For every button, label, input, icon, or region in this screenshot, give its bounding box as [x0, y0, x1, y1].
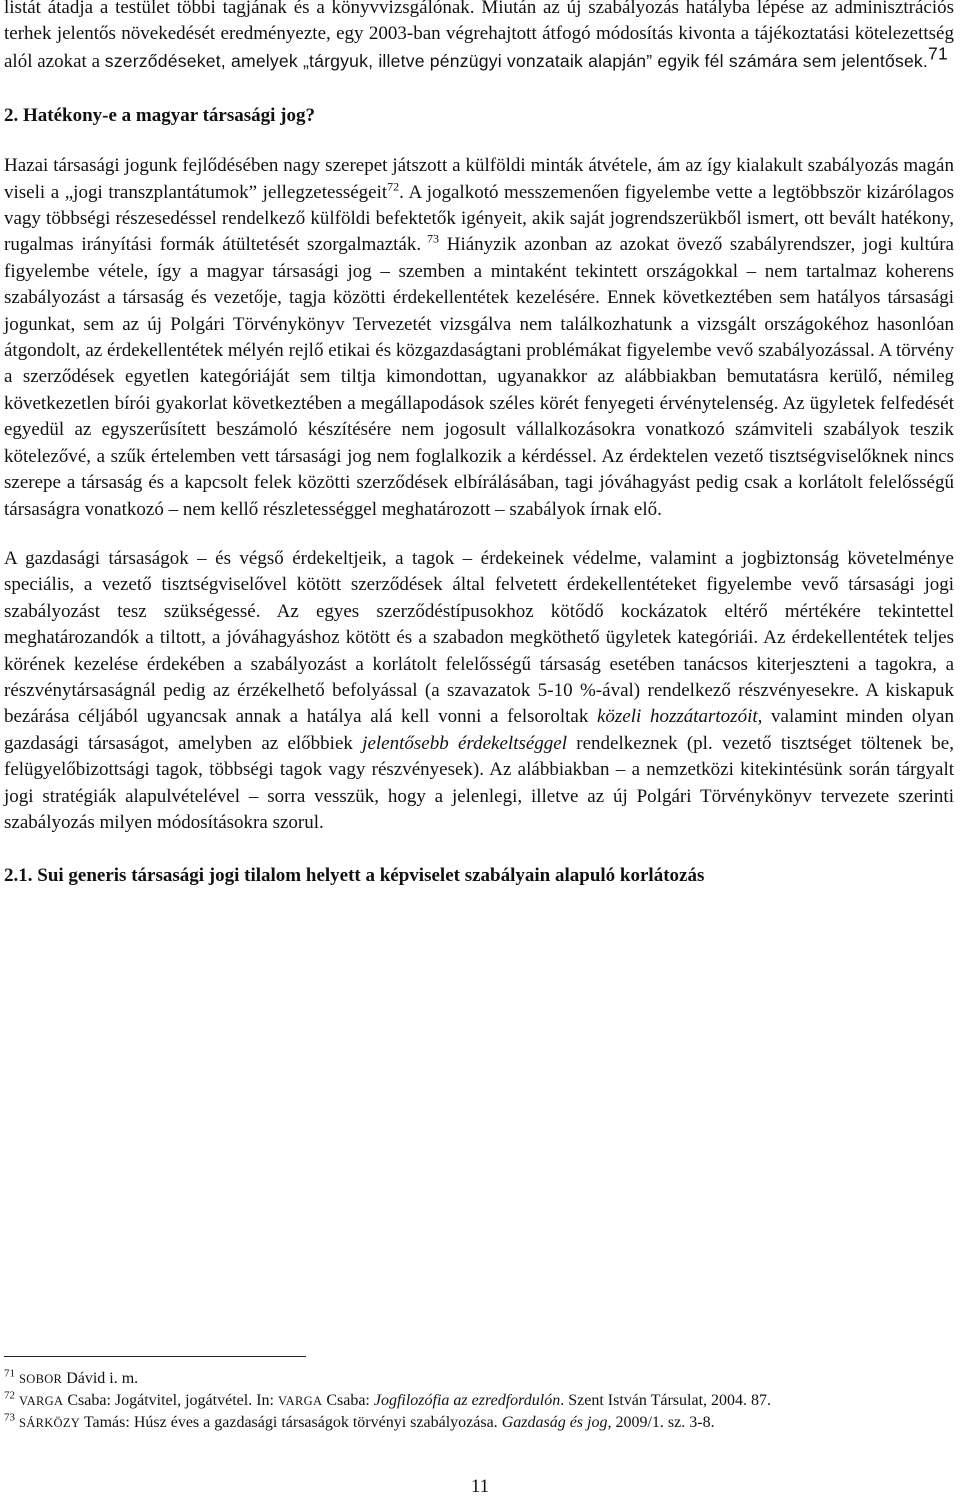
author-name: SOBOR: [19, 1372, 63, 1386]
footnote-text: 2009/1. sz. 3-8.: [611, 1414, 715, 1431]
emphasis-text: jelentősebb érdekeltséggel: [362, 732, 568, 754]
footnote-text: Tamás: Húsz éves a gazdasági társaságok törvényi szabályozása.: [80, 1414, 502, 1431]
document-page: [4, 0, 954, 889]
footnote-72: [4, 1390, 944, 1412]
paragraph-text: . A jogalkotó messzemenően figyelembe vette a legtöbbször kizárólagos vagy többségi részesedéssel rendelkező külföldi befektetők igényeit, akik saját jogrendszerükből ismert, ott bevált hatékony, rugalmas irányítási formák átültetését szorgalmazták.: [4, 181, 954, 256]
section-heading-2: 2. Hatékony-e a magyar társasági jog?: [4, 105, 316, 127]
book-title: Jogfilozófia az ezredfordulón: [373, 1392, 561, 1409]
paragraph-proposals: [4, 546, 954, 836]
footnote-ref-72: 72: [387, 179, 400, 194]
footnote-number: 73: [4, 1411, 15, 1424]
paragraph-text: A gazdasági társaságok – és végső érdekeltjeik, a tagok – érdekeinek védelme, valamint a jogbiztonság követelménye speciális, a vezető tisztségviselővel kötött szerződések által felvetett érdekellentéteket figyelembe vevő társasági jogi szabályozást tesz szükségessé. Az egyes szerződéstípusokhoz kötődő kockázatok eltérő mértékére tekintettel meghatározandók a tiltott, a jóváhagyáshoz kötött és a szabadon megköthető ügyletek kategóriái. Az érdekellentétek teljes körének kezelése érdekében a szabályozást a korlátolt felelősségű társaság esetében tanácsos kiterjeszteni a tagokra, a részvénytársaságnál pedig az érzékelhető befolyással (a szavazatok 5-10 %-ával) rendelkező részvényesekre. A kiskapuk bezárása céljából ugyancsak annak a hatálya alá kell vonni a felsoroltak: [4, 547, 954, 728]
paragraph-text: Hazai társasági jogunk fejlődésében nagy szerepet játszott a külföldi minták átvétele, ám az így kialakult szabályozás magán viseli a „jogi transzplantátumok” jellegzetességeit: [4, 155, 954, 203]
footnote-separator: [4, 1356, 306, 1357]
footnote-text: Csaba:: [322, 1392, 374, 1409]
footnote-text: Csaba: Jogátvitel, jogátvétel. In:: [63, 1392, 278, 1409]
footnote-71: [4, 1368, 944, 1390]
footnote-number: 72: [4, 1389, 15, 1402]
footnotes: [4, 1368, 944, 1434]
paragraph-text-sans: szerződéseket, amelyek „tárgyuk, illetve pénzügyi vonzataik alapján” egyik fél számára sem jelentősek.: [104, 50, 929, 71]
section-heading-2-1: 2.1. Sui generis társasági jogi tilalom helyett a képviselet szabályain alapuló korlátozás: [4, 865, 705, 887]
paragraph-text: rendelkeznek (pl. vezető tisztséget töltenek be, felügyelőbizottsági tagok, többségi tagok vagy részvényesek). Az alábbiakban – a nemzetközi kitekintésünk során tárgyalt jogi stratégiák alapulvételével – sorra vesszük, hogy a jelenlegi, illetve az új Polgári Törvénykönyv tervezete szerinti szabályozás milyen módosításokra szorul.: [4, 732, 954, 833]
journal-title: Gazdaság és jog,: [501, 1414, 612, 1431]
footnote-number: 71: [4, 1367, 15, 1380]
author-name: VARGA: [19, 1394, 64, 1408]
paragraph-text: listát átadja a testület többi tagjának és a könyvvizsgálónak. Miután az új szabályozás hatályba lépése az adminisztrációs terhek jelentős növekedését eredményezte, egy 2003-ban végrehajtott átfogó módosítás kivonta a tájékoztatási kötelezettség alól azokat a: [4, 0, 954, 72]
footnote-ref-73: 73: [421, 232, 440, 247]
paragraph-domestic-law: [4, 153, 954, 523]
author-name: VARGA: [277, 1394, 323, 1408]
paragraph-text: Hiányzik azonban az azokat övező szabályrendszer, jogi kultúra figyelembe vétele, így a magyar társasági jog – szemben a mintaként tekintett országokkal – nem tartalmaz koherens szabályozást a társaság és vezetője, tagja közötti érdekellentétek kezelésére. Ennek következtében sem hatályos társasági jogunkat, sem az új Polgári Törvénykönyv Tervezetét vizsgálva nem találkozhatunk a vizsgált országokéhoz hasonlóan átgondolt, az érdekellentétek mélyén rejlő etikai és közgazdaságtani problémákat figyelembe vevő szabályozással. A törvény a szerződések egyetlen kategóriáját sem tiltja kimondottan, ugyanakkor az alábbiakban bemutatásra kerülő, némileg következetlen bírói gyakorlat következtében a megállapodások széles körét fenyegeti érvénytelenség. Az ügyletek felfedését egyedül az egyszerűsített beszámoló készítésére nem jogosult vállalkozásokra vonatkozó számviteli szabályok teszik kötelezővé, a szűk értelemben vett társasági jog nem foglalkozik a kérdéssel. Az érdektelen vezető tisztségviselőknek nincs szerepe a társaság és a kapcsolt felek közötti szerződések elbírálásában, tagi jóváhagyást pedig csak a korlátolt felelősségű társaságra vonatkozó – nem kellő részletességgel meghatározott – szabályok írnak elő.: [4, 234, 954, 520]
footnote-text: Dávid i. m.: [62, 1370, 139, 1387]
author-name: SÁRKÖZY: [19, 1416, 81, 1430]
page-number: 11: [470, 1476, 490, 1497]
footnote-text: . Szent István Társulat, 2004. 87.: [560, 1392, 772, 1409]
footnote-73: [4, 1412, 944, 1434]
paragraph-intro: [4, 0, 954, 75]
paragraph-text: , valamint minden olyan gazdasági társaságot, amelyben az előbbiek: [4, 706, 954, 754]
footnote-ref-71: 71: [928, 43, 949, 64]
emphasis-text: közeli hozzátartozóit: [596, 706, 758, 728]
